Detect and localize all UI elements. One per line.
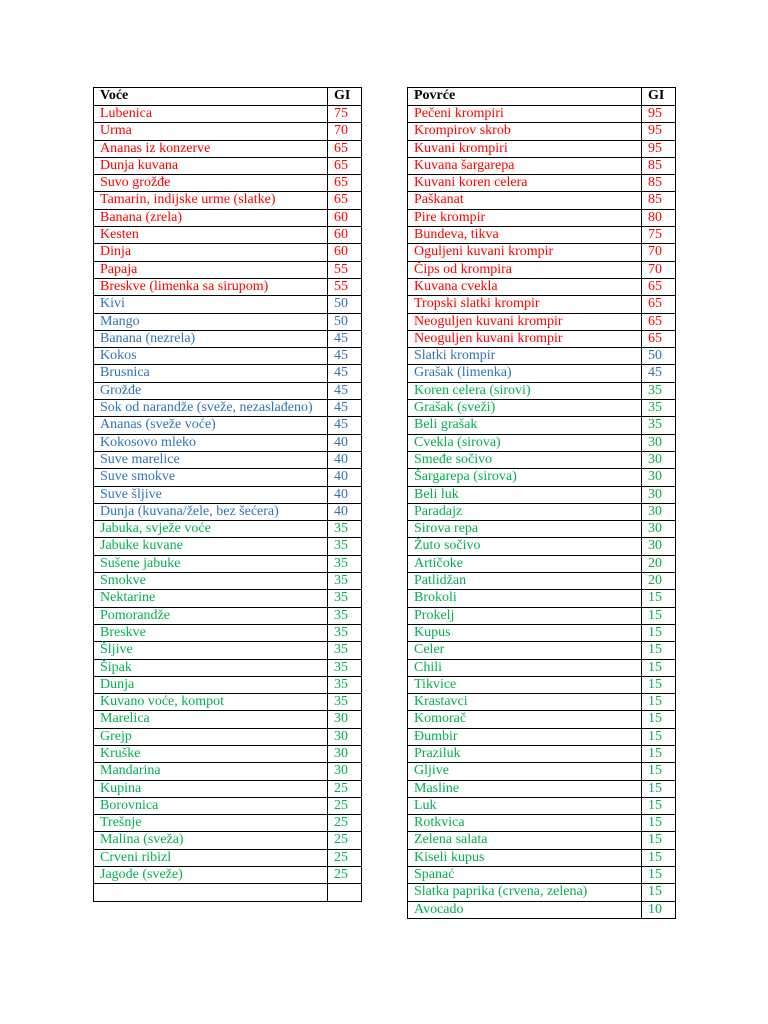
fruit-name-cell: Suve marelice <box>94 451 328 468</box>
vegetable-name-cell: Prokelj <box>408 607 642 624</box>
fruit-gi-cell: 75 <box>328 106 362 123</box>
fruit-row <box>94 175 362 192</box>
fruit-name-cell: Crveni ribizl <box>94 849 328 866</box>
vegetable-name-cell: Kuvani koren celera <box>408 175 642 192</box>
vegetable-row <box>408 797 676 814</box>
vegetable-name-cell: Spanać <box>408 867 642 884</box>
fruit-name-cell: Suvo grožđe <box>94 175 328 192</box>
vegetable-row <box>408 590 676 607</box>
vegetable-gi-cell: 15 <box>642 590 676 607</box>
vegetable-gi-cell: 95 <box>642 106 676 123</box>
vegetable-row <box>408 417 676 434</box>
fruit-name-cell: Mandarina <box>94 763 328 780</box>
fruit-row <box>94 313 362 330</box>
fruit-name-cell: Lubenica <box>94 106 328 123</box>
vegetable-name-cell: Pečeni krompiri <box>408 106 642 123</box>
vegetable-row <box>408 573 676 590</box>
vegetable-gi-cell: 15 <box>642 624 676 641</box>
fruit-gi-cell: 45 <box>328 348 362 365</box>
vegetable-name-cell: Cvekla (sirova) <box>408 434 642 451</box>
vegetable-row <box>408 867 676 884</box>
fruit-row <box>94 451 362 468</box>
fruit-row <box>94 573 362 590</box>
vegetable-name-cell: Grašak (sveži) <box>408 400 642 417</box>
fruit-name-cell: Borovnica <box>94 797 328 814</box>
fruit-gi-cell: 40 <box>328 503 362 520</box>
fruit-gi-cell: 25 <box>328 815 362 832</box>
vegetable-name-cell: Zelena salata <box>408 832 642 849</box>
fruit-gi-cell: 60 <box>328 209 362 226</box>
fruit-name-cell: Dunja (kuvana/žele, bez šećera) <box>94 503 328 520</box>
fruit-name-cell: Suve smokve <box>94 469 328 486</box>
vegetable-gi-cell: 15 <box>642 797 676 814</box>
vegetable-gi-cell: 65 <box>642 330 676 347</box>
vegetable-row <box>408 469 676 486</box>
fruit-gi-cell: 35 <box>328 538 362 555</box>
fruit-name-cell: Marelica <box>94 711 328 728</box>
vegetable-name-cell: Masline <box>408 780 642 797</box>
fruit-gi-cell: 30 <box>328 711 362 728</box>
vegetable-row <box>408 382 676 399</box>
fruit-name-cell: Ananas (sveže voće) <box>94 417 328 434</box>
vegetable-name-cell: Slatki krompir <box>408 348 642 365</box>
vegetable-gi-cell: 15 <box>642 711 676 728</box>
fruit-gi-cell: 25 <box>328 867 362 884</box>
vegetable-gi-cell: 85 <box>642 175 676 192</box>
vegetable-row <box>408 157 676 174</box>
fruit-name-cell: Kivi <box>94 296 328 313</box>
fruit-table-body <box>94 106 362 902</box>
fruit-row <box>94 745 362 762</box>
vegetable-gi-cell: 65 <box>642 313 676 330</box>
fruit-gi-cell: 35 <box>328 642 362 659</box>
vegetable-gi-cell: 30 <box>642 503 676 520</box>
vegetable-name-cell: Kupus <box>408 624 642 641</box>
vegetable-gi-cell: 65 <box>642 278 676 295</box>
fruit-row <box>94 780 362 797</box>
fruit-gi-cell: 45 <box>328 365 362 382</box>
fruit-row <box>94 278 362 295</box>
vegetable-row <box>408 330 676 347</box>
vegetable-gi-cell: 35 <box>642 382 676 399</box>
fruit-row <box>94 486 362 503</box>
vegetable-name-cell: Gljive <box>408 763 642 780</box>
vegetable-gi-cell: 30 <box>642 434 676 451</box>
fruit-name-cell: Jabuka, svježe voće <box>94 521 328 538</box>
vegetable-name-cell: Paškanat <box>408 192 642 209</box>
vegetable-name-cell: Beli luk <box>408 486 642 503</box>
vegetable-gi-cell: 15 <box>642 832 676 849</box>
fruit-row <box>94 209 362 226</box>
vegetable-name-cell: Oguljeni kuvani krompir <box>408 244 642 261</box>
vegetable-name-cell: Chili <box>408 659 642 676</box>
fruit-name-cell: Suve šljive <box>94 486 328 503</box>
vegetable-name-cell: Šargarepa (sirova) <box>408 469 642 486</box>
fruit-name-cell: Malina (sveža) <box>94 832 328 849</box>
vegetable-row <box>408 400 676 417</box>
fruit-gi-cell: 45 <box>328 382 362 399</box>
fruit-name-cell: Dunja kuvana <box>94 157 328 174</box>
vegetable-name-cell: Kiseli kupus <box>408 849 642 866</box>
fruit-row <box>94 157 362 174</box>
fruit-row <box>94 815 362 832</box>
fruit-gi-cell: 25 <box>328 849 362 866</box>
vegetable-row <box>408 832 676 849</box>
vegetable-name-cell: Žuto sočivo <box>408 538 642 555</box>
vegetable-row <box>408 694 676 711</box>
fruit-gi-cell: 40 <box>328 451 362 468</box>
vegetable-gi-cell: 75 <box>642 227 676 244</box>
vegetable-row <box>408 106 676 123</box>
fruit-name-cell: Šipak <box>94 659 328 676</box>
vegetable-gi-cell: 35 <box>642 417 676 434</box>
vegetable-name-cell: Kuvani krompiri <box>408 140 642 157</box>
fruit-row <box>94 244 362 261</box>
vegetable-name-cell: Komorač <box>408 711 642 728</box>
vegetable-name-cell: Koren celera (sirovi) <box>408 382 642 399</box>
fruit-row <box>94 140 362 157</box>
fruit-gi-cell: 50 <box>328 296 362 313</box>
vegetable-name-cell: Brokoli <box>408 590 642 607</box>
vegetable-name-cell: Artičoke <box>408 555 642 572</box>
vegetable-gi-cell: 30 <box>642 521 676 538</box>
vegetable-gi-cell: 30 <box>642 486 676 503</box>
fruit-row <box>94 659 362 676</box>
fruit-name-cell: Šljive <box>94 642 328 659</box>
fruit-name-cell: Urma <box>94 123 328 140</box>
fruit-row <box>94 434 362 451</box>
fruit-row <box>94 503 362 520</box>
vegetable-name-cell: Praziluk <box>408 745 642 762</box>
vegetable-name-cell: Kuvana cvekla <box>408 278 642 295</box>
vegetable-gi-cell: 15 <box>642 676 676 693</box>
fruit-gi-cell: 30 <box>328 745 362 762</box>
vegetable-name-cell: Avocado <box>408 901 642 918</box>
vegetable-row <box>408 538 676 555</box>
fruit-gi-cell: 35 <box>328 590 362 607</box>
vegetable-row <box>408 123 676 140</box>
vegetable-name-cell: Neoguljen kuvani krompir <box>408 330 642 347</box>
vegetable-row <box>408 140 676 157</box>
fruit-row <box>94 123 362 140</box>
vegetable-row <box>408 521 676 538</box>
fruit-name-cell: Breskve (limenka sa sirupom) <box>94 278 328 295</box>
fruit-row <box>94 521 362 538</box>
fruit-name-cell: Banana (nezrela) <box>94 330 328 347</box>
fruit-gi-cell: 65 <box>328 175 362 192</box>
fruit-gi-cell: 35 <box>328 555 362 572</box>
vegetable-name-cell: Grašak (limenka) <box>408 365 642 382</box>
fruit-name-cell: Ananas iz konzerve <box>94 140 328 157</box>
vegetable-row <box>408 313 676 330</box>
vegetable-name-cell: Beli grašak <box>408 417 642 434</box>
fruit-row <box>94 106 362 123</box>
fruit-name-cell: Tamarin, indijske urme (slatke) <box>94 192 328 209</box>
vegetable-row <box>408 624 676 641</box>
vegetable-gi-cell: 30 <box>642 538 676 555</box>
fruit-name-cell: Kesten <box>94 227 328 244</box>
vegetable-name-cell: Tikvice <box>408 676 642 693</box>
vegetable-gi-cell: 15 <box>642 763 676 780</box>
vegetable-gi-cell: 15 <box>642 780 676 797</box>
fruit-row <box>94 400 362 417</box>
vegetable-row <box>408 763 676 780</box>
vegetable-row <box>408 227 676 244</box>
vegetable-table-body <box>408 106 676 919</box>
vegetable-gi-cell: 85 <box>642 157 676 174</box>
vegetable-name-cell: Slatka paprika (crvena, zelena) <box>408 884 642 901</box>
vegetable-name-cell: Rotkvica <box>408 815 642 832</box>
vegetable-row <box>408 261 676 278</box>
vegetable-row <box>408 348 676 365</box>
vegetable-row <box>408 296 676 313</box>
fruit-row <box>94 711 362 728</box>
fruit-gi-cell: 35 <box>328 521 362 538</box>
fruit-gi-cell: 25 <box>328 797 362 814</box>
fruit-gi-cell: 30 <box>328 728 362 745</box>
vegetable-gi-cell: 15 <box>642 867 676 884</box>
vegetable-gi-cell: 20 <box>642 573 676 590</box>
fruit-row <box>94 763 362 780</box>
fruit-header-name: Voće <box>94 88 328 106</box>
fruit-row <box>94 624 362 641</box>
vegetable-header-name: Povrće <box>408 88 642 106</box>
vegetable-name-cell: Đumbir <box>408 728 642 745</box>
fruit-row <box>94 607 362 624</box>
vegetable-gi-cell: 95 <box>642 140 676 157</box>
fruit-name-cell: Kuvano voće, kompot <box>94 694 328 711</box>
fruit-row <box>94 555 362 572</box>
fruit-row <box>94 296 362 313</box>
vegetable-row <box>408 209 676 226</box>
fruit-row <box>94 365 362 382</box>
vegetable-header-gi: GI <box>642 88 676 106</box>
vegetable-row <box>408 555 676 572</box>
fruit-name-cell: Jagode (sveže) <box>94 867 328 884</box>
vegetable-gi-cell: 45 <box>642 365 676 382</box>
vegetable-gi-cell: 65 <box>642 296 676 313</box>
fruit-name-cell: Kruške <box>94 745 328 762</box>
fruit-row <box>94 469 362 486</box>
fruit-name-cell: Pomorandže <box>94 607 328 624</box>
vegetable-row <box>408 451 676 468</box>
vegetable-name-cell: Smeđe sočivo <box>408 451 642 468</box>
fruit-name-cell: Grejp <box>94 728 328 745</box>
vegetable-gi-cell: 70 <box>642 244 676 261</box>
vegetable-row <box>408 278 676 295</box>
fruit-gi-cell: 60 <box>328 244 362 261</box>
vegetable-name-cell: Bundeva, tikva <box>408 227 642 244</box>
fruit-gi-cell: 35 <box>328 607 362 624</box>
fruit-gi-cell: 40 <box>328 434 362 451</box>
fruit-header-row <box>94 88 362 106</box>
fruit-row <box>94 261 362 278</box>
vegetable-row <box>408 659 676 676</box>
vegetable-row <box>408 486 676 503</box>
vegetable-gi-cell: 20 <box>642 555 676 572</box>
vegetable-gi-cell: 15 <box>642 815 676 832</box>
fruit-row <box>94 832 362 849</box>
fruit-row <box>94 849 362 866</box>
fruit-row <box>94 797 362 814</box>
vegetable-name-cell: Kuvana šargarepa <box>408 157 642 174</box>
vegetable-gi-cell: 15 <box>642 659 676 676</box>
fruit-gi-cell: 35 <box>328 659 362 676</box>
vegetable-row <box>408 175 676 192</box>
fruit-name-cell: Trešnje <box>94 815 328 832</box>
fruit-name-cell: Nektarine <box>94 590 328 607</box>
vegetable-row <box>408 728 676 745</box>
fruit-row <box>94 694 362 711</box>
vegetable-row <box>408 780 676 797</box>
vegetable-row <box>408 676 676 693</box>
fruit-name-cell <box>94 884 328 901</box>
vegetable-row <box>408 901 676 918</box>
fruit-name-cell: Dinja <box>94 244 328 261</box>
fruit-name-cell: Mango <box>94 313 328 330</box>
vegetable-name-cell: Krastavci <box>408 694 642 711</box>
fruit-name-cell: Kokosovo mleko <box>94 434 328 451</box>
fruit-row <box>94 538 362 555</box>
fruit-name-cell: Smokve <box>94 573 328 590</box>
vegetable-row <box>408 244 676 261</box>
fruit-row <box>94 348 362 365</box>
fruit-name-cell: Sušene jabuke <box>94 555 328 572</box>
fruit-gi-cell: 45 <box>328 400 362 417</box>
vegetable-name-cell: Patlidžan <box>408 573 642 590</box>
vegetable-gi-cell: 30 <box>642 451 676 468</box>
fruit-gi-cell: 55 <box>328 278 362 295</box>
vegetable-gi-cell: 15 <box>642 745 676 762</box>
fruit-gi-cell: 60 <box>328 227 362 244</box>
vegetable-name-cell: Pire krompir <box>408 209 642 226</box>
fruit-gi-cell: 25 <box>328 780 362 797</box>
fruit-name-cell: Papaja <box>94 261 328 278</box>
vegetable-row <box>408 884 676 901</box>
fruit-name-cell: Grožđe <box>94 382 328 399</box>
fruit-gi-cell: 35 <box>328 676 362 693</box>
fruit-gi-cell: 55 <box>328 261 362 278</box>
fruit-gi-cell: 45 <box>328 417 362 434</box>
vegetable-gi-cell: 15 <box>642 607 676 624</box>
fruit-gi-cell: 40 <box>328 469 362 486</box>
vegetable-name-cell: Neoguljen kuvani krompir <box>408 313 642 330</box>
fruit-gi-cell: 50 <box>328 313 362 330</box>
vegetable-row <box>408 434 676 451</box>
vegetable-name-cell: Krompirov skrob <box>408 123 642 140</box>
vegetable-row <box>408 642 676 659</box>
fruit-row <box>94 382 362 399</box>
fruit-row <box>94 642 362 659</box>
vegetable-name-cell: Sirova repa <box>408 521 642 538</box>
vegetable-gi-cell: 35 <box>642 400 676 417</box>
fruit-gi-table <box>93 87 362 902</box>
fruit-gi-cell: 30 <box>328 763 362 780</box>
vegetable-gi-cell: 15 <box>642 694 676 711</box>
vegetable-name-cell: Čips od krompira <box>408 261 642 278</box>
fruit-name-cell: Banana (zrela) <box>94 209 328 226</box>
fruit-name-cell: Brusnica <box>94 365 328 382</box>
fruit-row <box>94 330 362 347</box>
fruit-gi-cell: 35 <box>328 694 362 711</box>
vegetable-gi-cell: 95 <box>642 123 676 140</box>
vegetable-gi-cell: 85 <box>642 192 676 209</box>
fruit-row <box>94 728 362 745</box>
vegetable-name-cell: Tropski slatki krompir <box>408 296 642 313</box>
vegetable-row <box>408 711 676 728</box>
vegetable-row <box>408 815 676 832</box>
vegetable-gi-cell: 80 <box>642 209 676 226</box>
vegetable-gi-table <box>407 87 676 919</box>
fruit-name-cell: Breskve <box>94 624 328 641</box>
vegetable-gi-cell: 70 <box>642 261 676 278</box>
fruit-gi-cell: 35 <box>328 573 362 590</box>
vegetable-gi-cell: 15 <box>642 884 676 901</box>
vegetable-row <box>408 607 676 624</box>
vegetable-row <box>408 365 676 382</box>
fruit-gi-cell <box>328 884 362 901</box>
fruit-gi-cell: 35 <box>328 624 362 641</box>
fruit-name-cell: Sok od narandže (sveže, nezaslađeno) <box>94 400 328 417</box>
vegetable-name-cell: Luk <box>408 797 642 814</box>
fruit-row <box>94 192 362 209</box>
vegetable-gi-cell: 15 <box>642 642 676 659</box>
vegetable-row <box>408 745 676 762</box>
fruit-gi-cell: 65 <box>328 140 362 157</box>
vegetable-gi-cell: 15 <box>642 728 676 745</box>
fruit-gi-cell: 65 <box>328 157 362 174</box>
fruit-row <box>94 676 362 693</box>
fruit-row <box>94 227 362 244</box>
fruit-name-cell: Jabuke kuvane <box>94 538 328 555</box>
vegetable-header-row <box>408 88 676 106</box>
fruit-gi-cell: 45 <box>328 330 362 347</box>
fruit-row <box>94 590 362 607</box>
fruit-row <box>94 867 362 884</box>
vegetable-name-cell: Celer <box>408 642 642 659</box>
fruit-name-cell: Kokos <box>94 348 328 365</box>
fruit-row <box>94 884 362 901</box>
fruit-gi-cell: 25 <box>328 832 362 849</box>
fruit-gi-cell: 40 <box>328 486 362 503</box>
vegetable-gi-cell: 30 <box>642 469 676 486</box>
fruit-gi-cell: 65 <box>328 192 362 209</box>
vegetable-gi-cell: 15 <box>642 849 676 866</box>
fruit-name-cell: Dunja <box>94 676 328 693</box>
fruit-gi-cell: 70 <box>328 123 362 140</box>
vegetable-row <box>408 849 676 866</box>
vegetable-gi-cell: 50 <box>642 348 676 365</box>
fruit-header-gi: GI <box>328 88 362 106</box>
fruit-name-cell: Kupina <box>94 780 328 797</box>
vegetable-row <box>408 192 676 209</box>
vegetable-gi-cell: 10 <box>642 901 676 918</box>
fruit-row <box>94 417 362 434</box>
vegetable-row <box>408 503 676 520</box>
vegetable-name-cell: Paradajz <box>408 503 642 520</box>
